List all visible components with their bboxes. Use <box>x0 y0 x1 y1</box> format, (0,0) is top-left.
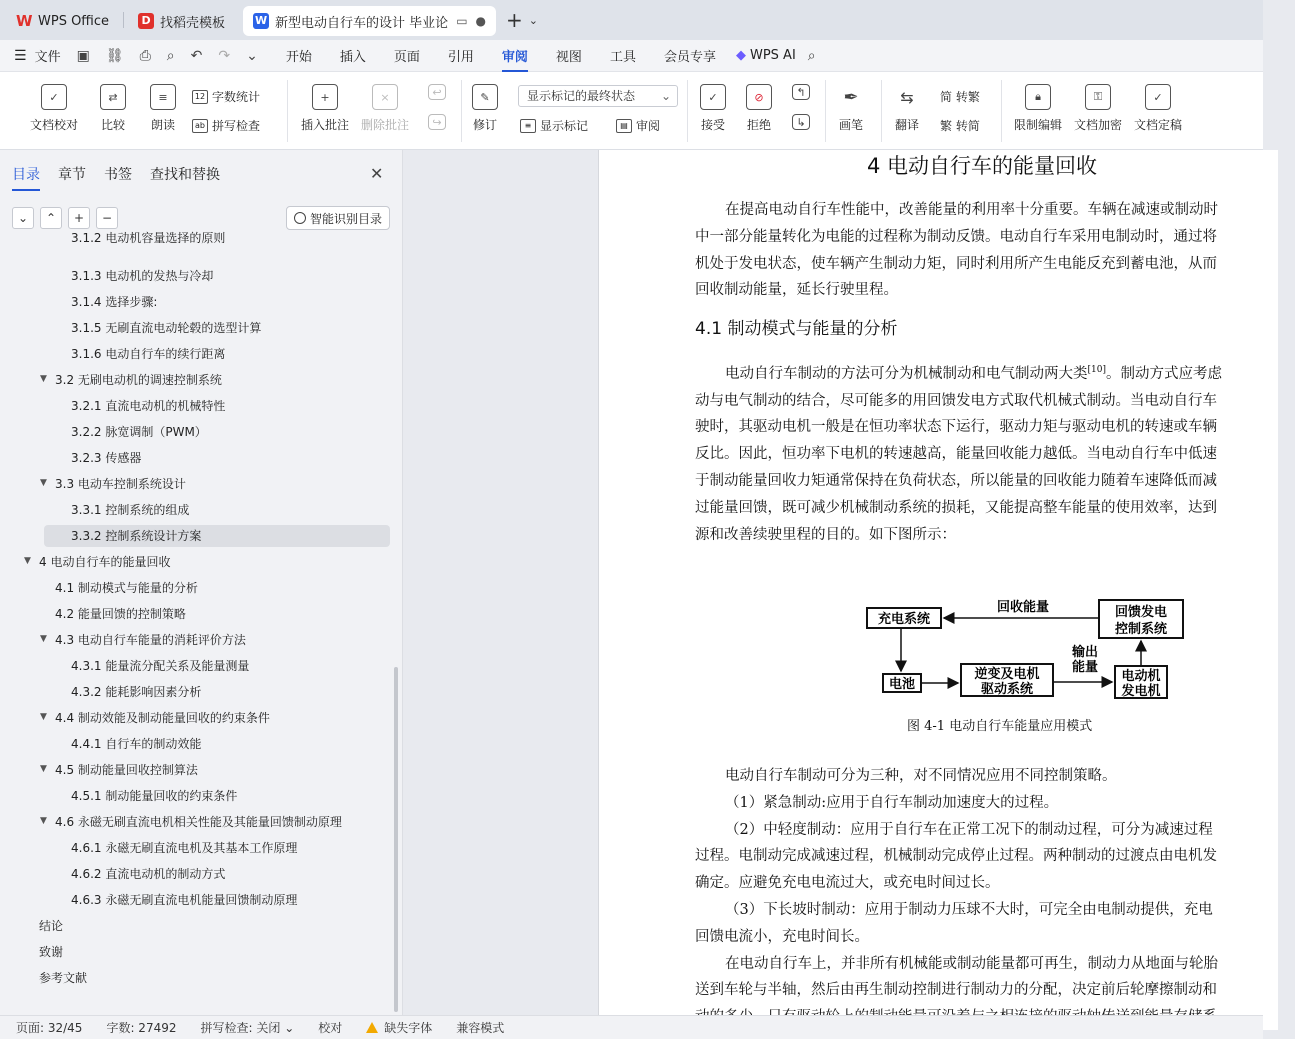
toc-item-label: 结论 <box>39 919 64 933</box>
markup-state-value: 显示标记的最终状态 <box>527 89 636 103</box>
prev-change-icon: ↰ <box>792 84 810 100</box>
quick-access-dropdown-icon[interactable]: ⌄ <box>246 47 258 64</box>
toc-item-label: 4.6.1 永磁无刷直流电机及其基本工作原理 <box>71 841 298 855</box>
toc-item[interactable] <box>71 447 141 469</box>
reject-icon: ⊘ <box>746 84 772 110</box>
read-aloud-button[interactable] <box>150 84 176 133</box>
sidebar-tab-find-replace[interactable]: 查找和替换 <box>150 167 220 183</box>
next-comment-icon: ↪ <box>428 114 446 130</box>
doc-check-label: 文档校对 <box>30 118 79 132</box>
link-icon[interactable]: ⛓ <box>105 47 124 64</box>
toc-item-label: 4.5 制动能量回收控制算法 <box>55 763 198 777</box>
inverter-label-2: 驱动系统 <box>980 682 1034 697</box>
compare-icon: ⇄ <box>100 84 126 110</box>
menu-member[interactable]: 会员专享 <box>663 50 716 65</box>
toc-item-label: 3.1.4 选择步骤: <box>71 295 158 309</box>
expand-caret-icon[interactable]: ▼ <box>40 478 47 488</box>
save-icon[interactable]: ▣ <box>76 47 90 64</box>
chapter-heading: 4 电动自行车的能量回收 <box>867 154 1098 178</box>
text-line: 动与电气制动的结合，尽可能多的用回馈发电方式取代机械式制动。当电动自行车 <box>695 392 1217 409</box>
toc-item[interactable] <box>55 759 198 781</box>
charge-system-label: 充电系统 <box>877 612 931 627</box>
toc-item[interactable] <box>55 707 270 729</box>
next-change-button[interactable] <box>792 114 810 136</box>
text-line: （2）中轻度制动：应用于自行车在正常工况下的制动过程，可分为减速过程 <box>725 821 1213 838</box>
text-line: 于制动能量回收力矩通常保持在负荷状态，所以能量的回收能力随着车速降低而减 <box>695 473 1217 490</box>
text-line: 过能量回馈，既可减少机械制动系统的损耗，又能提高整车能量的使用效率，达到 <box>695 499 1217 516</box>
tab-document[interactable] <box>243 6 496 36</box>
toc-item[interactable] <box>71 681 201 703</box>
toc-item-label: 4.5.1 制动能量回收的约束条件 <box>71 789 238 803</box>
toc-item[interactable] <box>71 227 225 249</box>
toc-item[interactable] <box>71 889 297 911</box>
toc-item[interactable] <box>39 551 170 573</box>
translate-label: 翻译 <box>894 118 919 132</box>
toc-item[interactable] <box>71 343 225 365</box>
markup-state-dropdown[interactable] <box>518 85 678 107</box>
finalize-button[interactable] <box>1134 84 1182 133</box>
encrypt-doc-icon: ⚿ <box>1085 84 1111 110</box>
track-changes-button[interactable] <box>472 84 498 133</box>
pen-button[interactable] <box>838 84 864 133</box>
navigation-sidebar <box>0 150 403 1015</box>
translate-button[interactable] <box>894 84 920 133</box>
accept-icon: ✓ <box>700 84 726 110</box>
review-pane-label: 审阅 <box>636 119 661 133</box>
output-energy-label-1: 输出 <box>1071 645 1099 660</box>
toc-item-label: 4.6.2 直流电动机的制动方式 <box>71 867 226 881</box>
feedback-control-label-2: 控制系统 <box>1114 622 1168 637</box>
restrict-edit-label: 限制编辑 <box>1014 118 1063 132</box>
delete-comment-button[interactable] <box>361 84 409 133</box>
review-pane-icon: ▤ <box>616 119 632 133</box>
wps-ai-icon: ◆ <box>735 48 746 63</box>
chevron-down-icon: ⌄ <box>660 89 671 103</box>
compare-label: 比较 <box>100 118 125 132</box>
chevron-down-icon: ⌄ <box>284 1020 295 1035</box>
page-indicator[interactable]: 页面: 32/45 <box>16 1021 83 1035</box>
next-change-icon: ↳ <box>792 114 810 130</box>
hamburger-icon[interactable]: ☰ <box>14 47 27 64</box>
toc-item[interactable] <box>71 655 249 677</box>
toc-item-label: 3.3.1 控制系统的组成 <box>71 503 190 517</box>
text-line: 过程。电制动完成减速过程，机械制动完成停止过程。两种制动的过渡点由电机发 <box>695 848 1217 865</box>
daoke-icon: D <box>138 13 154 29</box>
menu-insert[interactable]: 插入 <box>339 50 366 65</box>
toc-item-label: 3.2 无刷电动机的调速控制系统 <box>55 373 222 387</box>
output-energy-label-2: 能量 <box>1071 660 1099 675</box>
accept-label: 接受 <box>700 118 725 132</box>
toc-item[interactable] <box>71 317 261 339</box>
toc-item-label: 致谢 <box>39 945 64 959</box>
sidebar-tab-chapter[interactable]: 章节 <box>58 167 86 183</box>
spell-check-status[interactable] <box>201 1019 295 1036</box>
doc-check-button[interactable] <box>30 84 78 133</box>
toc-item-label: 3.2.1 直流电动机的机械特性 <box>71 399 226 413</box>
wps-logo-icon: W <box>16 12 33 30</box>
prev-change-button[interactable] <box>792 84 810 106</box>
text-line: 驶时，其驱动电机一般是在恒功率状态下运行，驱动力矩与驱动电机的转速或车辆 <box>695 419 1217 436</box>
toc-item-label: 4.4 制动效能及制动能量回收的约束条件 <box>55 711 270 725</box>
review-ribbon <box>0 72 1263 150</box>
battery-label: 电池 <box>888 677 916 692</box>
text-line: 反比。因此，恒功率下电机的转速越高，能量回收能力越低。当电动自行车中低速 <box>695 446 1217 463</box>
word-count-label: 字数统计 <box>212 90 261 104</box>
document-page[interactable] <box>598 150 1278 1030</box>
menu-view[interactable]: 视图 <box>555 50 582 65</box>
toc-item-label: 4.2 能量回馈的控制策略 <box>55 607 186 621</box>
word-doc-icon: W <box>254 14 268 27</box>
spell-check-status-label: 拼写检查: 关闭 <box>200 1021 281 1035</box>
toc-item[interactable] <box>55 811 342 833</box>
energy-flow-diagram <box>865 594 1195 704</box>
menu-review[interactable]: 审阅 <box>502 46 528 65</box>
figure-caption: 图 4-1 电动自行车能量应用模式 <box>907 719 1093 734</box>
feedback-control-label-1: 回馈发电 <box>1114 605 1168 620</box>
redo-icon[interactable]: ↷ <box>218 47 231 64</box>
sidebar-tab-bookmark[interactable]: 书签 <box>104 167 132 183</box>
toc-item[interactable] <box>55 369 222 391</box>
close-icon[interactable]: ✕ <box>370 164 384 183</box>
word-count-button[interactable] <box>192 88 260 105</box>
track-changes-label: 修订 <box>472 118 497 132</box>
sidebar-scrollbar[interactable] <box>394 667 398 1012</box>
chevron-down-icon[interactable]: ⌄ <box>528 13 538 27</box>
monitor-icon[interactable]: ▭ <box>456 14 468 28</box>
toc-item-label: 3.2.2 脉宽调制（PWM） <box>71 425 207 439</box>
print-icon[interactable]: ⎙ <box>139 47 151 64</box>
toc-item-label: 参考文献 <box>39 971 88 985</box>
read-aloud-label: 朗读 <box>150 118 175 132</box>
ribbon-divider <box>881 80 882 142</box>
word-count-icon: 12 <box>192 90 208 104</box>
toc-item-label: 3.3 电动车控制系统设计 <box>55 477 186 491</box>
translate-icon: ⇆ <box>900 87 914 107</box>
undo-icon[interactable]: ↶ <box>190 47 203 64</box>
text-line: 在电动自行车上，并非所有机械能或制动能量都可再生，制动力从地面与轮胎 <box>725 955 1218 972</box>
toc-item-label: 4.3.2 能耗影响因素分析 <box>71 685 202 699</box>
toc-item[interactable] <box>71 291 157 313</box>
menu-reference[interactable]: 引用 <box>447 50 474 65</box>
finalize-doc-icon: ✓ <box>1145 84 1171 110</box>
read-aloud-icon: ≡ <box>150 84 176 110</box>
search-icon[interactable]: ⌕ <box>807 47 816 64</box>
smart-toc-icon <box>294 212 306 224</box>
paragraph-braking <box>695 357 1295 548</box>
smart-toc-button[interactable] <box>286 206 390 230</box>
text-line: （3）下长坡时制动：应用于制动力压球不大时，可完全由电制动提供，充电 <box>725 901 1213 918</box>
paragraph-three-modes <box>695 763 1295 1031</box>
toc-item[interactable] <box>39 915 63 937</box>
encrypt-button[interactable] <box>1074 84 1122 133</box>
expand-caret-icon[interactable]: ▼ <box>40 374 47 384</box>
delete-comment-label: 删除批注 <box>361 118 410 132</box>
toc-item-label: 3.2.3 传感器 <box>71 451 142 465</box>
compare-button[interactable] <box>100 84 126 133</box>
toc-item[interactable] <box>71 733 201 755</box>
text-span: 。制动方式应考虑 <box>1105 365 1222 382</box>
toc-item[interactable] <box>71 499 189 521</box>
toc-list <box>0 231 392 1008</box>
lock-doc-icon: 🔒︎ <box>1025 84 1051 110</box>
menu-page[interactable]: 页面 <box>393 50 420 65</box>
reject-label: 拒绝 <box>746 118 771 132</box>
expand-caret-icon[interactable]: ▼ <box>40 764 47 774</box>
text-line: （1）紧急制动:应用于自行车制动加速度大的过程。 <box>725 794 1059 811</box>
text-span: 电动自行车制动的方法可分为机械制动和电气制动两大类 <box>725 365 1088 382</box>
to-simplified-button[interactable] <box>940 117 980 134</box>
toc-item[interactable] <box>44 525 390 547</box>
toc-item[interactable] <box>71 265 213 287</box>
tab-label: 找稻壳模板 <box>160 15 226 31</box>
toc-item[interactable] <box>55 603 186 625</box>
track-changes-icon: ✎ <box>472 84 498 110</box>
text-line: 电动自行车制动可分为三种，对不同情况应用不同控制策略。 <box>725 768 1117 784</box>
toc-item-label: 4.1 制动模式与能量的分析 <box>55 581 198 595</box>
expand-caret-icon[interactable]: ▼ <box>40 712 47 722</box>
menu-file[interactable]: 文件 <box>34 50 61 65</box>
tab-label: WPS Office <box>38 13 110 29</box>
ribbon-divider <box>687 80 688 142</box>
motor-label-1: 电动机 <box>1121 669 1161 684</box>
show-markup-button[interactable] <box>520 117 588 134</box>
next-comment-button[interactable] <box>428 114 446 136</box>
text-line: 送到车轮与半轴，然后由再生制动控制进行制动力的分配，决定前后轮摩擦制动和 <box>695 982 1217 999</box>
text-line: 回收制动能量，延长行驶里程。 <box>695 282 898 299</box>
toc-item[interactable] <box>71 863 225 885</box>
word-count-indicator[interactable]: 字数: 27492 <box>106 1021 177 1035</box>
show-markup-icon: ≡ <box>520 119 536 133</box>
toc-item-label: 3.1.3 电动机的发热与冷却 <box>71 269 214 283</box>
compat-mode-status: 兼容模式 <box>456 1021 505 1035</box>
unsaved-dot-icon[interactable]: ● <box>475 14 487 28</box>
toc-item-label: 4 电动自行车的能量回收 <box>39 555 171 569</box>
tab-label: 新型电动自行车的设计 毕业论 <box>275 15 449 31</box>
text-line: 源和改善续驶里程的目的。如下图所示： <box>695 526 956 543</box>
recover-energy-label: 回收能量 <box>996 600 1050 615</box>
reject-button[interactable] <box>746 84 772 133</box>
toc-item-label: 3.1.5 无刷直流电动轮毂的选型计算 <box>71 321 262 335</box>
delete-comment-icon: × <box>372 84 398 110</box>
menu-start[interactable]: 开始 <box>285 50 312 65</box>
pen-label: 画笔 <box>838 118 863 132</box>
toc-item-label: 4.6.3 永磁无刷直流电机能量回馈制动原理 <box>71 893 298 907</box>
text-line: 在提高电动自行车性能中，改善能量的利用率十分重要。车辆在减速或制动时 <box>725 202 1218 218</box>
expand-caret-icon[interactable]: ▼ <box>40 634 47 644</box>
finalize-label: 文档定稿 <box>1134 118 1183 132</box>
to-traditional-label: 简 转繁 <box>940 90 980 104</box>
toc-toolbar <box>12 207 124 229</box>
toc-item-label: 4.4.1 自行车的制动效能 <box>71 737 202 751</box>
text-line: 回馈电流小，充电时间长。 <box>695 928 869 945</box>
proofread-status[interactable]: 校对 <box>318 1021 343 1035</box>
inverter-label-1: 逆变及电机 <box>974 667 1040 682</box>
to-simplified-label: 繁 转简 <box>940 119 980 133</box>
prev-comment-icon: ↩ <box>428 84 446 100</box>
toc-item[interactable] <box>55 473 186 495</box>
collapse-up-icon[interactable]: ⌃ <box>40 207 62 229</box>
missing-font-label: 缺失字体 <box>384 1021 433 1035</box>
missing-font-status[interactable] <box>366 1019 432 1036</box>
menu-tools[interactable]: 工具 <box>609 50 636 65</box>
toc-item-label: 4.3.1 能量流分配关系及能量测量 <box>71 659 250 673</box>
toc-item[interactable] <box>39 967 87 989</box>
toc-item[interactable] <box>39 941 63 963</box>
toc-item[interactable] <box>71 421 207 443</box>
spell-check-label: 拼写检查 <box>212 119 261 133</box>
pen-icon: ✒ <box>843 86 859 108</box>
expand-down-icon[interactable]: ⌄ <box>12 207 34 229</box>
section-heading: 4.1 制动模式与能量的分析 <box>695 319 898 339</box>
insert-comment-label: 插入批注 <box>301 118 350 132</box>
encrypt-label: 文档加密 <box>1074 118 1123 132</box>
ribbon-divider <box>461 80 462 142</box>
text-line <box>695 357 1295 388</box>
add-heading-icon[interactable]: + <box>68 207 90 229</box>
toc-item[interactable] <box>71 395 225 417</box>
toc-item[interactable] <box>71 785 237 807</box>
status-bar <box>0 1015 1263 1039</box>
accept-button[interactable] <box>700 84 726 133</box>
show-markup-label: 显示标记 <box>540 119 589 133</box>
ribbon-divider <box>287 80 288 142</box>
motor-label-2: 发电机 <box>1121 684 1161 699</box>
ribbon-divider <box>1001 80 1002 142</box>
toc-item-label: 3.3.2 控制系统设计方案 <box>71 529 202 543</box>
spell-check-icon: ab <box>192 119 208 133</box>
prev-comment-button[interactable] <box>428 84 446 106</box>
toc-item-label: 4.6 永磁无刷直流电机相关性能及其能量回馈制动原理 <box>55 815 342 829</box>
remove-heading-icon[interactable]: − <box>96 207 118 229</box>
expand-caret-icon[interactable]: ▼ <box>24 556 31 566</box>
warning-icon <box>366 1022 378 1033</box>
toc-item-label: 4.3 电动自行车能量的消耗评价方法 <box>55 633 246 647</box>
restrict-edit-button[interactable] <box>1014 84 1062 133</box>
document-area <box>404 150 1263 1015</box>
toc-item[interactable] <box>71 837 297 859</box>
tab-wps-office[interactable] <box>6 6 119 36</box>
new-tab-plus-icon[interactable]: + <box>506 8 523 32</box>
citation-ref[interactable]: [10] <box>1087 365 1106 375</box>
text-line: 机处于发电状态，使车辆产生制动力矩，同时利用所产生电能反充到蓄电池，从而 <box>695 255 1217 272</box>
insert-comment-button[interactable] <box>301 84 349 133</box>
toc-item-label: 3.1.2 电动机容量选择的原则 <box>71 231 226 245</box>
text-line: 确定。应避免充电电流过大，或充电时间过长。 <box>695 875 1000 892</box>
print-preview-icon[interactable]: ⌕ <box>166 47 175 64</box>
ribbon-divider <box>825 80 826 142</box>
tab-daoke[interactable] <box>128 6 235 36</box>
to-traditional-button[interactable] <box>940 88 980 105</box>
expand-caret-icon[interactable]: ▼ <box>40 816 47 826</box>
title-bar <box>0 0 1263 40</box>
sidebar-tabs <box>12 164 238 184</box>
tab-separator <box>123 12 124 28</box>
text-line: 中一部分能量转化为电能的过程称为制动反馈。电动自行车采用电制动时，通过将 <box>695 228 1217 245</box>
toc-item-label: 3.1.6 电动自行车的续行距离 <box>71 347 226 361</box>
doc-check-icon: ✓ <box>41 84 67 110</box>
menu-bar <box>0 40 1263 72</box>
toc-item[interactable] <box>55 577 198 599</box>
paragraph-intro <box>695 197 1295 304</box>
review-pane-button[interactable] <box>616 117 660 134</box>
sidebar-tab-toc[interactable]: 目录 <box>12 164 40 184</box>
spell-check-button[interactable] <box>192 117 260 134</box>
menu-wps-ai[interactable]: WPS AI <box>749 48 796 63</box>
smart-toc-label: 智能识别目录 <box>309 211 382 226</box>
toc-item[interactable] <box>55 629 246 651</box>
insert-comment-icon: + <box>312 84 338 110</box>
